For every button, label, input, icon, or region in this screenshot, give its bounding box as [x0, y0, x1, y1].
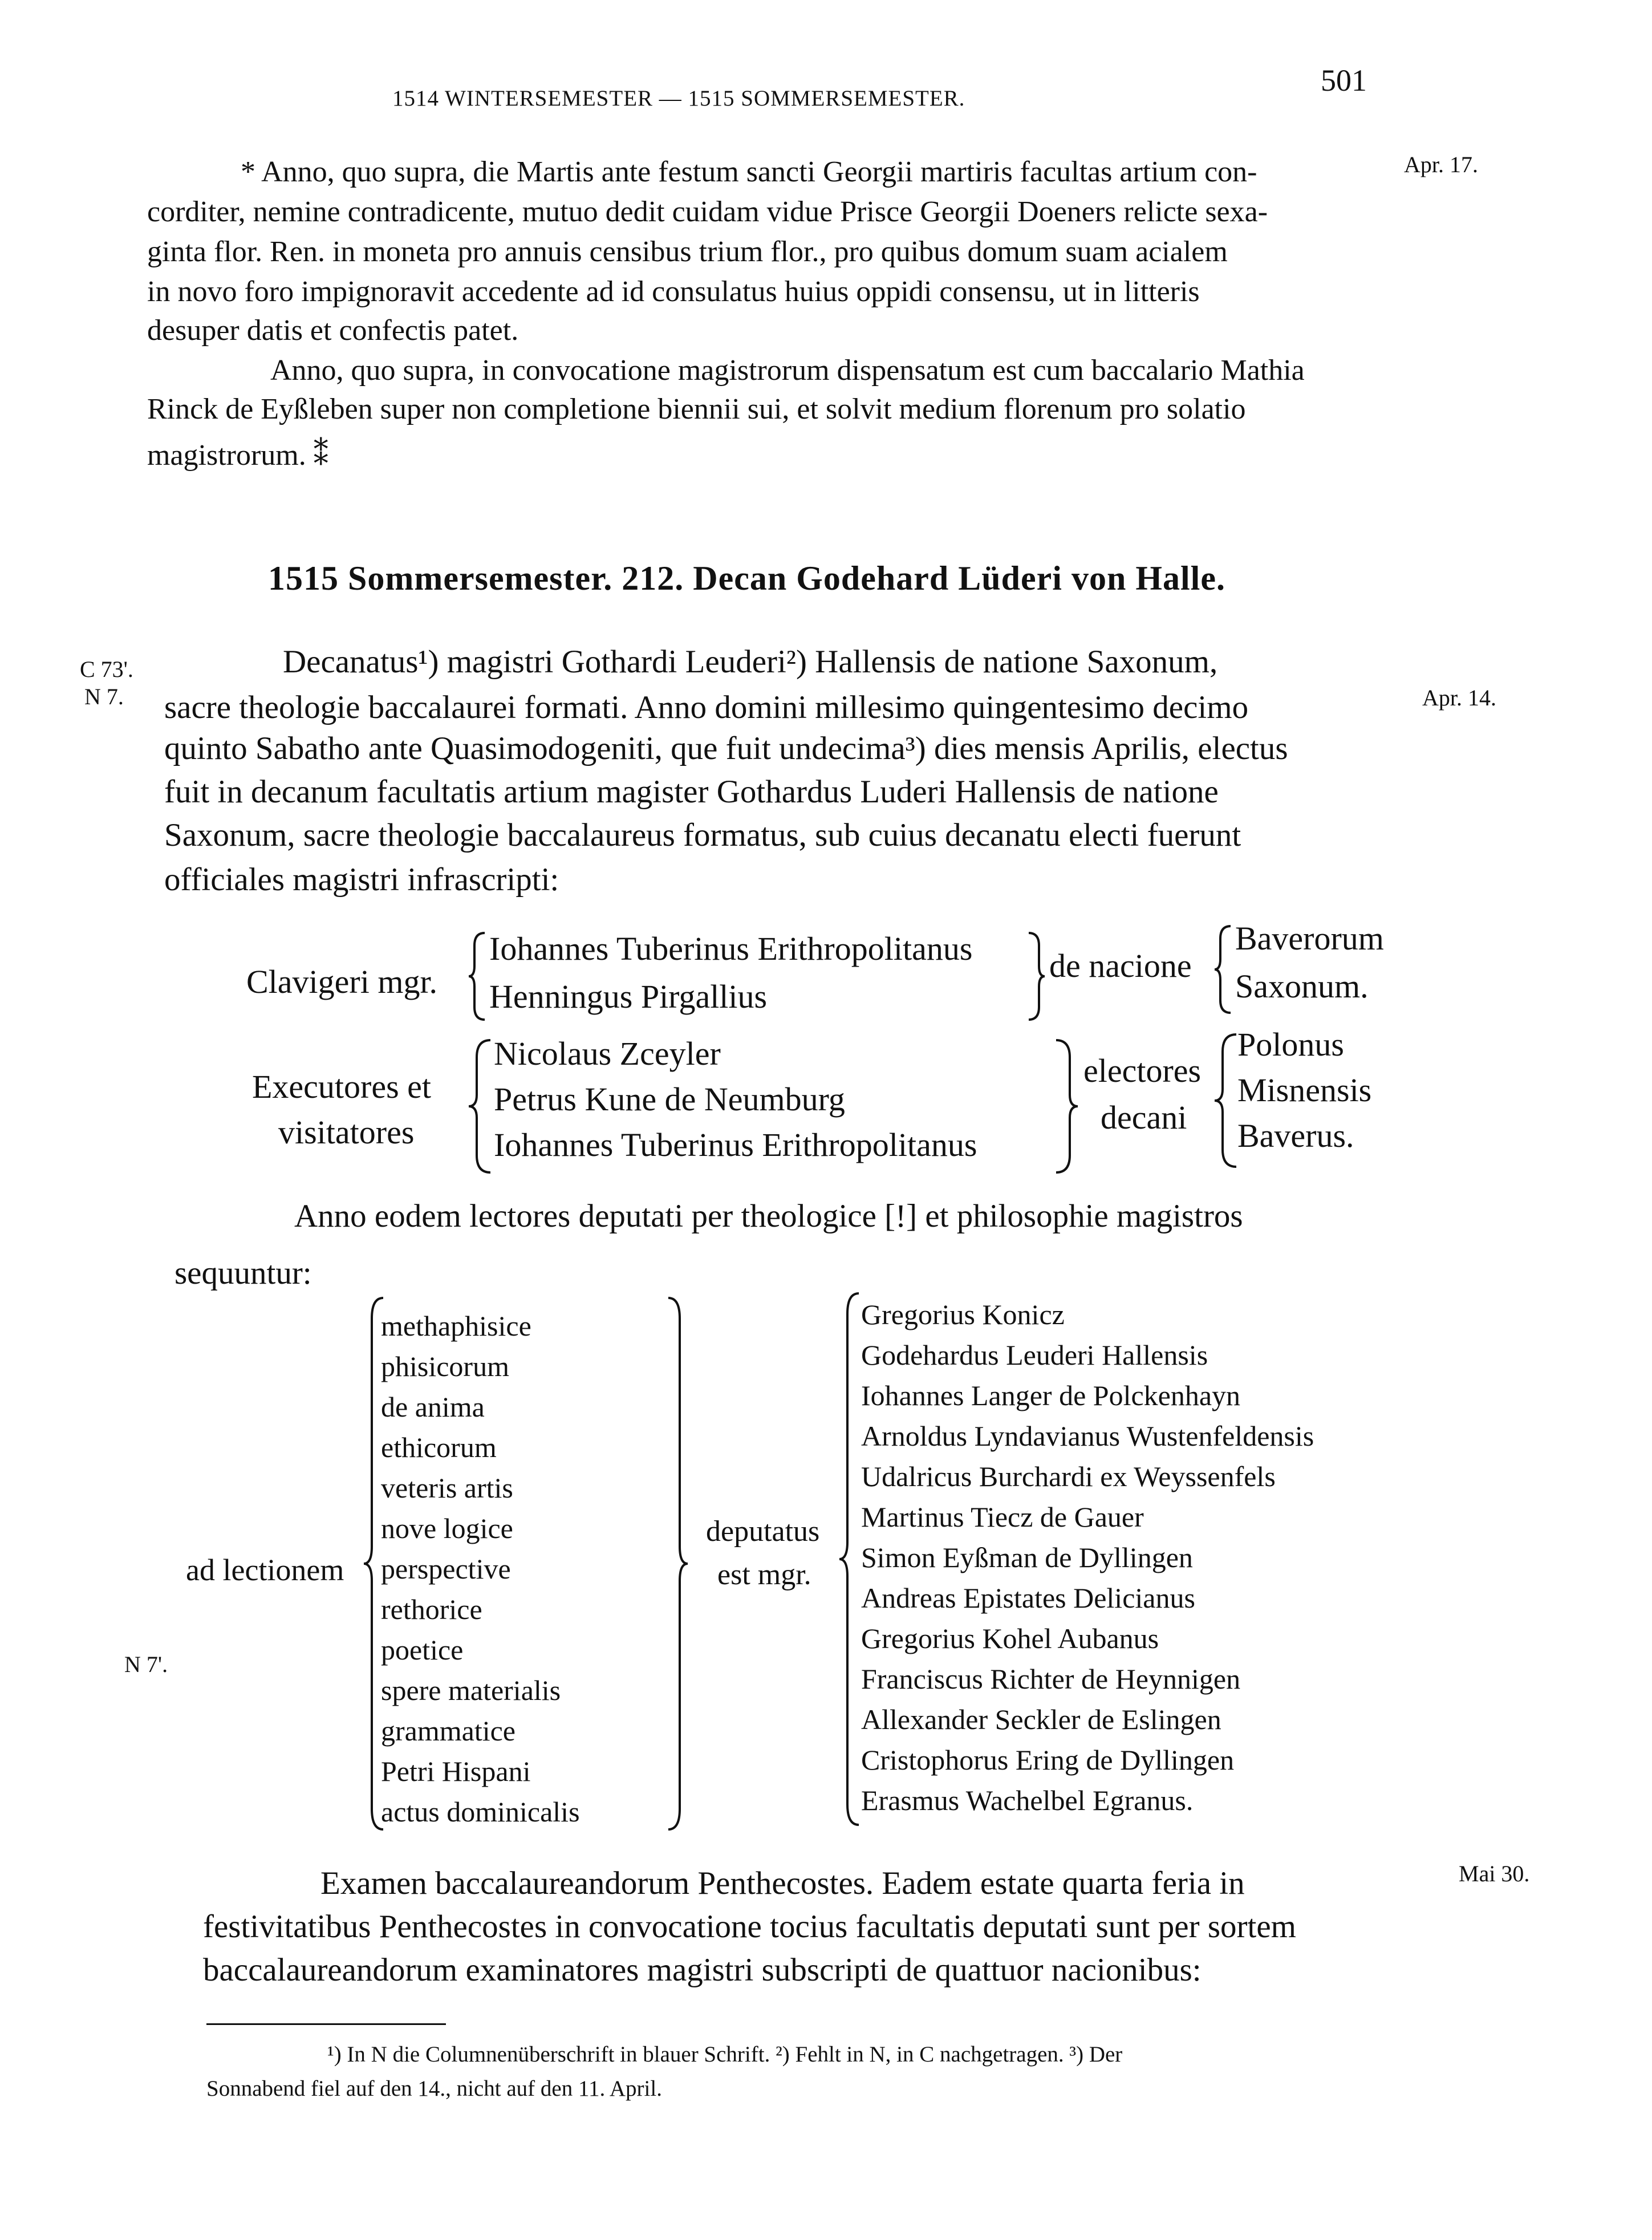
clavigeri-name-2: Henningus Pirgallius	[489, 978, 768, 1015]
master-item: Gregorius Kohel Aubanus	[861, 1622, 1159, 1654]
executores-right-brace	[1054, 1038, 1079, 1175]
master-item: Allexander Seckler de Eslingen	[861, 1703, 1221, 1735]
subject-item: nove logice	[381, 1512, 513, 1544]
lectores-middle-1: deputatus	[706, 1515, 820, 1548]
executores-name-1: Nicolaus Zceyler	[494, 1035, 721, 1072]
entry2-line2: Rinck de Eyßleben super non completione biennii sui, et solvit medium florenum pro solatio	[147, 393, 1246, 425]
master-item: Erasmus Wachelbel Egranus.	[861, 1784, 1194, 1816]
examen-line1: Examen baccalaureandorum Penthecostes. Eadem estate quarta feria in	[320, 1865, 1245, 1901]
lectores-left-label: ad lectionem	[186, 1553, 344, 1587]
lectores-subject-list	[381, 1306, 580, 1832]
entry2-line3: magistrorum. ⁑	[147, 439, 328, 472]
clavigeri-label: Clavigeri mgr.	[246, 963, 438, 1000]
decanatus-line6: officiales magistri infrascripti:	[164, 862, 559, 898]
executores-middle-2: decani	[1101, 1099, 1187, 1136]
master-item: Gregorius Konicz	[861, 1298, 1065, 1330]
decanatus-line4: fuit in decanum facultatis artium magister Gothardus Luderi Hallensis de natione	[164, 774, 1219, 810]
examen-line3: baccalaureandorum examinatores magistri subscripti de quattuor nacionibus:	[203, 1952, 1202, 1988]
executores-name-3: Iohannes Tuberinus Erithropolitanus	[494, 1126, 977, 1163]
decanatus-line3: quinto Sabatho ante Quasimodogeniti, que fuit undecima³) dies mensis Aprilis, electus	[164, 731, 1288, 766]
subject-item: grammatice	[381, 1715, 516, 1747]
entry1-line5: desuper datis et confectis patet.	[147, 314, 519, 347]
master-item: Cristophorus Ering de Dyllingen	[861, 1744, 1235, 1776]
subject-item: Petri Hispani	[381, 1755, 531, 1787]
entry2-line1: Anno, quo supra, in convocatione magistrorum dispensatum est cum baccalario Mathia	[270, 354, 1305, 387]
entry1-line1: * Anno, quo supra, die Martis ante festum sancti Georgii martiris facultas artium con-	[241, 156, 1257, 188]
executores-nation-3: Baverus.	[1237, 1117, 1354, 1154]
lectores-master-list	[861, 1295, 1314, 1821]
clavigeri-nation-brace	[1213, 924, 1233, 1015]
margin-date-apr17: Apr. 17.	[1404, 152, 1478, 177]
executores-label-1: Executores et	[252, 1068, 432, 1105]
lectores-line1: Anno eodem lectores deputati per theologice [!] et philosophie magistros	[294, 1198, 1243, 1234]
clavigeri-left-brace	[468, 931, 487, 1022]
master-item: Simon Eyßman de Dyllingen	[861, 1541, 1193, 1573]
margin-c73: C 73'.	[80, 656, 133, 682]
footnote-line2: Sonnabend fiel auf den 14., nicht auf den 11. April.	[206, 2076, 662, 2101]
subject-item: methaphisice	[381, 1310, 531, 1342]
decanatus-line2: sacre theologie baccalaurei formati. Anno domini millesimo quingentesimo decimo	[164, 689, 1249, 725]
decanatus-line5: Saxonum, sacre theologie baccalaureus formatus, sub cuius decanatu electi fuerunt	[164, 817, 1241, 853]
master-item: Godehardus Leuderi Hallensis	[861, 1339, 1208, 1371]
margin-date-mai30: Mai 30.	[1459, 1861, 1530, 1886]
master-item: Iohannes Langer de Polckenhayn	[861, 1379, 1241, 1411]
subject-item: veteris artis	[381, 1472, 513, 1504]
executores-nation-2: Misnensis	[1237, 1072, 1372, 1109]
master-item: Martinus Tiecz de Gauer	[861, 1501, 1144, 1533]
subject-item: poetice	[381, 1634, 464, 1666]
master-item: Andreas Epistates Delicianus	[861, 1582, 1195, 1614]
subject-item: actus dominicalis	[381, 1796, 580, 1828]
margin-n7: N 7.	[84, 684, 124, 709]
page-number: 501	[1321, 63, 1367, 98]
section-heading: 1515 Sommersemester. 212. Decan Godehard Lüderi von Halle.	[268, 559, 1225, 597]
executores-nation-1: Polonus	[1237, 1026, 1344, 1063]
clavigeri-nation-2: Saxonum.	[1235, 968, 1369, 1005]
entry1-line4: in novo foro impignoravit accedente ad id consulatus huius oppidi consensu, ut in litteris	[147, 275, 1200, 308]
margin-n7b: N 7'.	[124, 1651, 168, 1677]
executores-middle-1: electores	[1083, 1052, 1202, 1089]
subject-item: perspective	[381, 1553, 511, 1585]
master-item: Franciscus Richter de Heynnigen	[861, 1663, 1241, 1695]
entry1-line2: corditer, nemine contradicente, mutuo dedit cuidam vidue Prisce Georgii Doeners relicte sexa-	[147, 196, 1268, 228]
running-head: 1514 WINTERSEMESTER — 1515 SOMMERSEMESTER.	[392, 86, 965, 111]
clavigeri-middle: de nacione	[1049, 947, 1192, 984]
lectores-subjects-right-brace	[666, 1296, 689, 1832]
clavigeri-nation-1: Baverorum	[1235, 920, 1384, 957]
footnote-rule	[206, 2023, 446, 2025]
subject-item: ethicorum	[381, 1431, 497, 1463]
entry1-line3: ginta flor. Ren. in moneta pro annuis censibus trium flor., pro quibus domum suam acialem	[147, 236, 1228, 268]
master-item: Udalricus Burchardi ex Weyssenfels	[861, 1460, 1276, 1492]
executores-left-brace	[468, 1038, 493, 1175]
lectores-middle-2: est mgr.	[717, 1559, 811, 1591]
executores-label-2: visitatores	[278, 1114, 415, 1151]
lectores-masters-brace	[838, 1291, 861, 1827]
decanatus-line1: Decanatus¹) magistri Gothardi Leuderi²) Hallensis de natione Saxonum,	[283, 644, 1218, 680]
executores-nation-brace	[1213, 1032, 1239, 1169]
executores-name-2: Petrus Kune de Neumburg	[494, 1081, 845, 1118]
clavigeri-right-brace	[1026, 931, 1046, 1022]
master-item: Arnoldus Lyndavianus Wustenfeldensis	[861, 1420, 1314, 1452]
margin-date-apr14: Apr. 14.	[1422, 685, 1496, 711]
subject-item: de anima	[381, 1391, 485, 1423]
clavigeri-name-1: Iohannes Tuberinus Erithropolitanus	[489, 930, 973, 967]
lectores-line2: sequuntur:	[174, 1255, 312, 1291]
examen-line2: festivitatibus Penthecostes in convocatione tocius facultatis deputati sunt per sortem	[203, 1909, 1296, 1945]
subject-item: phisicorum	[381, 1350, 509, 1382]
subject-item: spere materialis	[381, 1674, 561, 1706]
footnote-line1: ¹) In N die Columnenüberschrift in blauer Schrift. ²) Fehlt in N, in C nachgetragen. ³) Der	[327, 2042, 1123, 2067]
subject-item: rethorice	[381, 1593, 482, 1625]
